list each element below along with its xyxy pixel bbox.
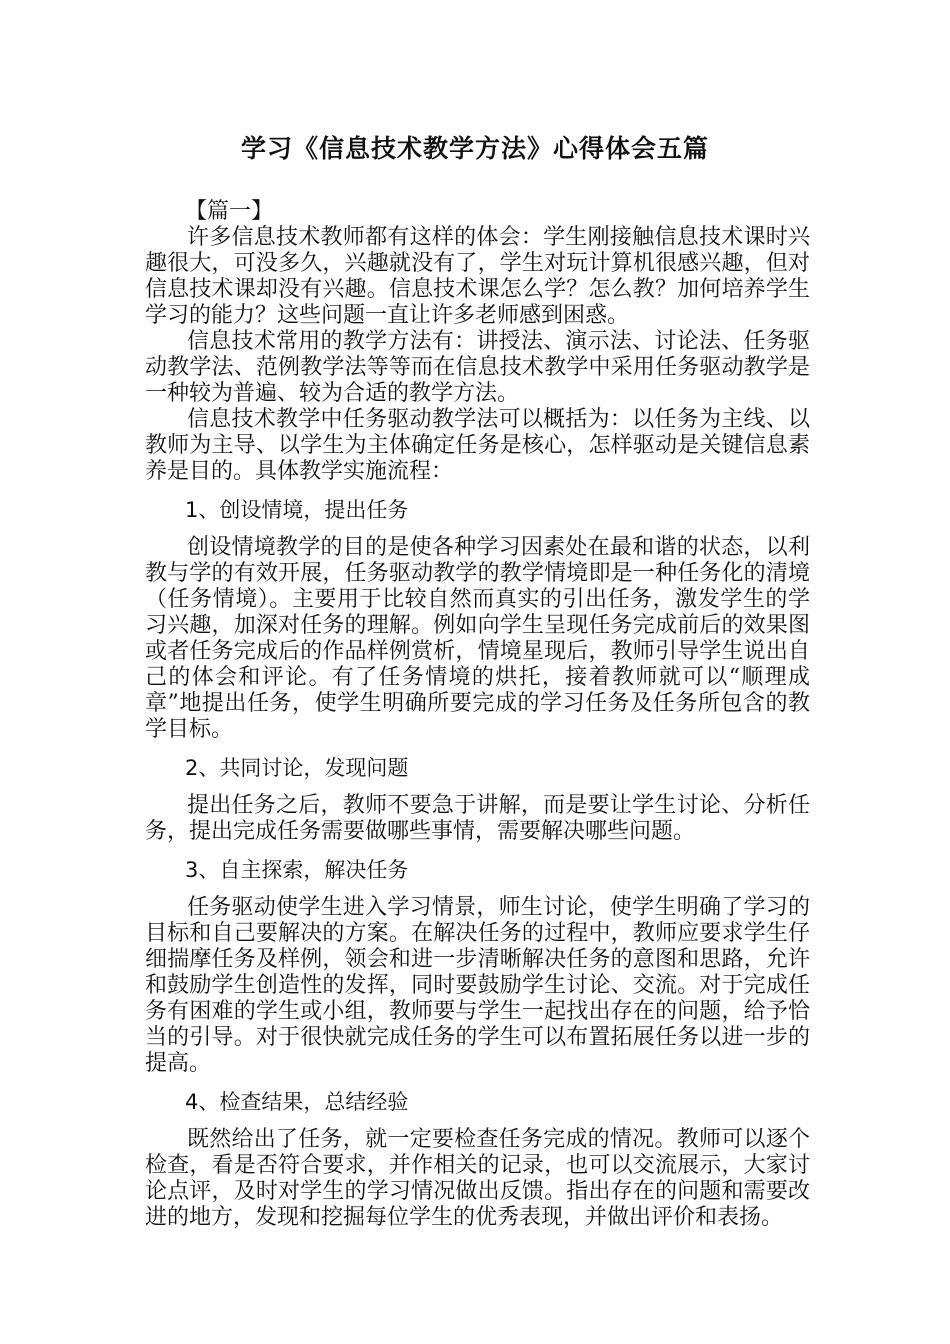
step-3-paragraph: 任务驱动使学生进入学习情景，师生讨论，使学生明确了学习的目标和自己要解决的方案。在解决任务的过程中，教师应要求学生仔细揣摩任务及样例，领会和进一步清晰解决任务的意图和思路，允许和鼓励学生创造性的发挥，同时要鼓励学生讨论、交流。对于完成任务有困难的学生或小组，教师要与学生一起找出存在的问题，给予恰当的引导。对于很快就完成任务的学生可以布置拓展任务以进一步的提高。 [145, 895, 810, 1076]
intro-paragraph-1: 许多信息技术教师都有这样的体会：学生刚接触信息技术课时兴趣很大，可没多久，兴趣就没有了，学生对玩计算机很感兴趣，但对信息技术课却没有兴趣。信息技术课怎么学？怎么教？加何培养学生学习的能力？这些问题一直让许多老师感到困惑。 [145, 225, 810, 328]
step-2-heading: 2、共同讨论，发现问题 [185, 756, 409, 780]
step-4-heading: 4、检查结果，总结经验 [185, 1090, 409, 1114]
intro-paragraph-3: 信息技术教学中任务驱动教学法可以概括为：以任务为主线、以教师为主导、以学生为主体确定任务是核心，怎样驱动是关键信息素养是目的。具体教学实施流程： [145, 407, 810, 484]
step-4-paragraph: 既然给出了任务，就一定要检查任务完成的情况。教师可以逐个检查，看是否符合要求，并作相关的记录，也可以交流展示，大家讨论点评，及时对学生的学习情况做出反馈。指出存在的问题和需要改进的地方，发现和挖掘每位学生的优秀表现，并做出评价和表扬。 [145, 1127, 810, 1230]
step-2-paragraph: 提出任务之后，教师不要急于讲解，而是要让学生讨论、分析任务，提出完成任务需要做哪些事情，需要解决哪些问题。 [145, 793, 810, 844]
step-1-heading: 1、创设情境，提出任务 [185, 498, 409, 522]
section-label: 【篇一】 [185, 199, 274, 224]
document-body [145, 199, 810, 1231]
intro-paragraph-2: 信息技术常用的教学方法有：讲授法、演示法、讨论法、任务驱动教学法、范例教学法等等而在信息技术教学中采用任务驱动教学是一种较为普遍、较为合适的教学方法。 [145, 329, 810, 406]
step-3-heading: 3、自主探索，解决任务 [185, 858, 409, 882]
document-title: 学习《信息技术教学方法》心得体会五篇 [240, 134, 709, 163]
step-1-paragraph: 创设情境教学的目的是使各种学习因素处在最和谐的状态，以利教与学的有效开展，任务驱动教学的教学情境即是一种任务化的清境（任务情境）。主要用于比较自然而真实的引出任务，激发学生的学习兴趣，加深对任务的理解。例如向学生呈现任务完成前后的效果图或者任务完成后的作品样例赏析，情境星现后，教师引导学生说出自己的体会和评论。有了任务情境的烘托，接着教师就可以“顺理成章”地提出任务，使学生明确所要完成的学习任务及任务所包含的教学目标。 [145, 535, 810, 742]
